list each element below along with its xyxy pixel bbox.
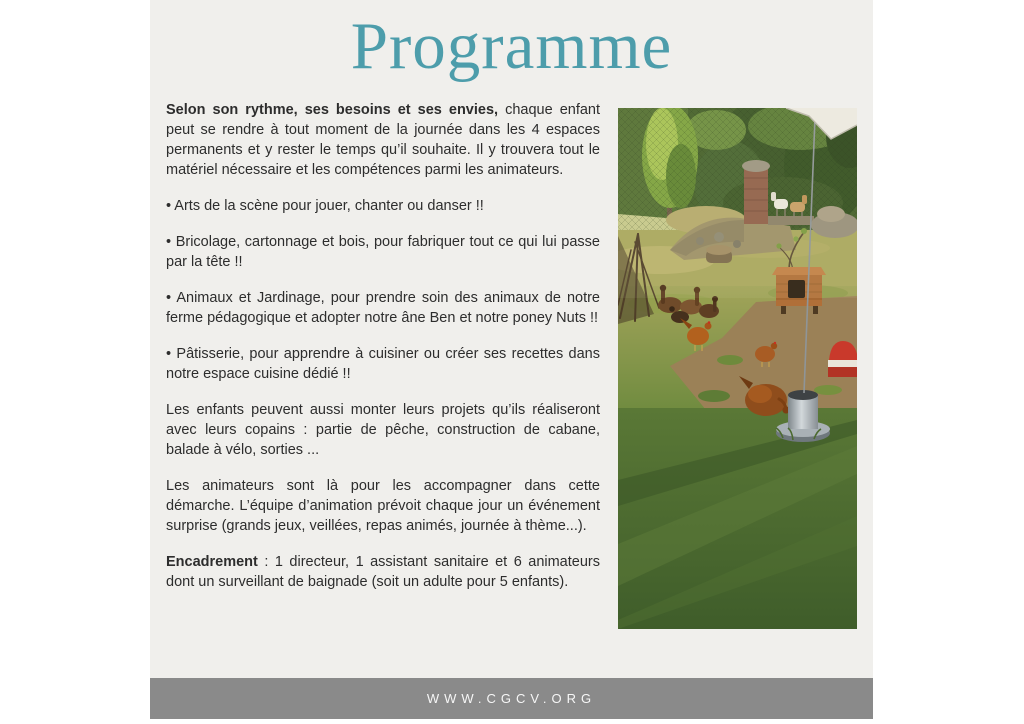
projects-paragraph: Les enfants peuvent aussi monter leurs projets qu’ils réaliseront avec leurs copains : partie de pêche, construction de cabane, balade à vélo, sorties ...	[166, 402, 600, 458]
website-url: WWW.CGCV.ORG	[426, 691, 597, 706]
staffing-paragraph	[166, 552, 600, 592]
page-title: Programme	[350, 9, 673, 83]
bullet-arts-scene: • Arts de la scène pour jouer, chanter ou danser !!	[166, 198, 484, 214]
footer-bar	[150, 678, 873, 719]
text-column	[166, 100, 600, 592]
team-paragraph: Les animateurs sont là pour les accompagner dans cette démarche. L’équipe d’animation prévoit chaque jour un événement surprise (grands jeux, veillées, repas animés, journée à thème...).	[166, 478, 600, 534]
staffing-rest: : 1 directeur, 1 assistant sanitaire et 6 animateurs dont un surveillant de baignade (soit un adulte pour 5 enfants).	[166, 554, 600, 590]
farm-photo-illustration	[618, 108, 857, 629]
photo-foreground-grass	[618, 408, 857, 629]
flyer-card	[150, 0, 873, 719]
bullet-animaux-jardinage: • Animaux et Jardinage, pour prendre soin des animaux de notre ferme pédagogique et adopter notre âne Ben et notre poney Nuts !!	[166, 290, 600, 326]
intro-bold-lead: Selon son rythme, ses besoins et ses envies,	[166, 102, 499, 118]
staffing-bold-lead: Encadrement	[166, 554, 258, 570]
intro-rest: chaque enfant peut se rendre à tout moment de la journée dans les 4 espaces permanents et y rester le temps qu’il souhaite. Il y trouvera tout le matériel nécessaire et les compétences parmi les animateurs.	[166, 102, 601, 178]
bullet-patisserie: • Pâtisserie, pour apprendre à cuisiner ou créer ses recettes dans notre espace cuisine dédié !!	[166, 346, 600, 382]
farm-photo	[618, 108, 857, 629]
bullet-bricolage: • Bricolage, cartonnage et bois, pour fabriquer tout ce qui lui passe par la tête !!	[166, 234, 600, 270]
intro-paragraph	[166, 100, 600, 180]
